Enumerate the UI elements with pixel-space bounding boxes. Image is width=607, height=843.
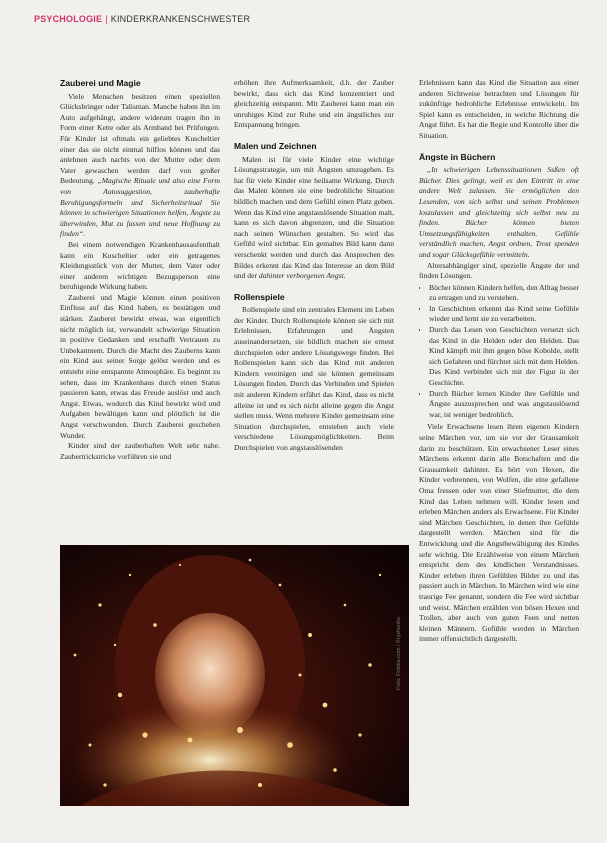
column-3 bbox=[419, 78, 579, 822]
paragraph: erhöhen ihre Aufmerksamkeit, d.h. der Zauber bewirkt, dass sich das Kind konzentriert und gleichzeitig entspannt. Mit Zauberei kann man ein unruhiges Kind zur Ruhe und ein ängstliches zur Entspannung bringen. bbox=[234, 78, 394, 130]
paragraph: Viele Menschen besitzen einen speziellen Glücksbringer oder Talisman. Manche haben ihn im Auto aufgehängt, andere widerum tragen ihn in Form einer Kette oder als Armband bei Prüfungen. Für Kinder ist oftmals ein geliebtes Kuscheltier einer das sie nicht einmal hilflos können und das anlehnen auch nachts von der Mutter oder dem Vater gewaschen werden darf von großer Bedeutung. „Magische Rituale und also eine Form von Autosuggestion, zauberhafte Beruhigungsformeln und Sicherheitsritual Sie können in schwierigen Situationen helfen, Ängste zu überwinden, Mut zu fassen und neue Hoffnung zu finden“. bbox=[60, 91, 220, 239]
photo-girl-reading-glowing-book bbox=[60, 545, 409, 806]
paragraph: Zauberei und Magie können einen positiven Einfluss auf das Kind haben, es bestätigen und stärken. Zauberei bewirkt etwas, was eigentlich nicht möglich ist, verwandelt schwierige Situation in positive Gedanken und erschafft Vertrauen zu Unbekanntem. Durch die Macht des Zauberns kann ein Kind aus seiner Sorge gelöst werden und es entsteht eine entspannte Atmosphäre. Es beginnt zu sehen, dass im Krankenhaus durch einen Status passieren kann, etwas das Freude auslöst und auch Angst. Etwas, wodurch das Kind bewirkt wird und Aufgaben bewältigen kann und plötzlich ist die Angst verschwunden. Durch Zauberei geschehen Wunder. bbox=[60, 292, 220, 440]
heading-rollenspiele: Rollenspiele bbox=[234, 291, 285, 302]
photo-credit: Foto: Fotolia.com / Kryshenko bbox=[396, 616, 402, 690]
paragraph: Kinder sind der zauberhaften Welt sehr nahe. Zaubertrickstricke vorführen sie und bbox=[60, 441, 220, 461]
bullet-list bbox=[419, 283, 579, 421]
heading-malen: Malen und Zeichnen bbox=[234, 140, 317, 151]
paragraph: Malen ist für viele Kinder eine wichtige Lösungsstrategie, um mit Ängsten umzugehen. Es hat für viele Kinder eine heilsame Wirkung. Durch das Malen können sie eine bedrohliche Situation bildlich machen und dem Gefühl einen Platz geben. Wenn das Kind eine angstauslösende Situation malt, kann es sich davon abgrenzen, und die Situation nach seinen Wünschen gestalten. So wird das Gefühl wird sichtbar. Ein gemaltes Bild kann dann verschenkt werden und durch das Ansprechen des Bildes erkennt das Kind das Interesse an dem Bild und der dahinter verborgenen Angst. bbox=[234, 154, 394, 281]
quote-paragraph: „In schwierigen Lebenssituationen Ssßen oft Bücher. Dies gelingt, weil es den Eintritt in eine andere Welt zulassen. Sie ermöglichen den Lesenden, von sich selbst und seinen Problemen loszulassen und gleichzeitig sich selbst neu zu finden. Bücher können bieten Umsetzungsfähigkeiten enthalten. Gefühle verständlich machen, Angst ordnen, Trost spenden und sogar Glücksgefühle vermitteln. bbox=[419, 165, 579, 259]
magazine-name: KINDERKRANKENSCHWESTER bbox=[110, 14, 251, 24]
header-separator: | bbox=[105, 14, 108, 24]
paragraph: Viele Erwachsene lesen ihren eigenen Kindern seine Märchen vor, um sie vor der Grausamkeit darin zu beschützen. Ein erwachsener Leser eines Märchens erkennt darin alle Botschaften und die Grausamkeit dahinter. Es hört von Hexen, die Kinder verbrennen, von Wolfen, die eine gefallene Oma fressen oder von einer Stiefmutter, die dem Kind das Leben nehmen will. Kinder lesen und erleben Märchen anders als Erwachsene. Für Kinder sind Märchen Geschichten, in denen ihre Gefühle dargestellt werden. Märchen sind für die Entwicklung und die Angstbewältigung des Kindes sehr wichtig. Die Erzählweise von einem Märchen entspricht dem des kindlichen Verstandnisses. Kinder erleben ihren Gefühlen Bilder zu und das passiert auch in Märchen. In Märchen wird wie eine traurige Fee genannt, sondern die Fee wird sichtbar und weist. Märchen erzählen von bösen Hexen und Trollen, aber auch von guten Feen und netten kleinen Männern. Gefühle werden in Märchen immer offensichtlich dargestellt. bbox=[419, 422, 579, 644]
paragraph: Bei einem notwendigen Krankenhausaufenthalt kann ein Kuscheltier oder ein getragenes Kleidungsstück von der Mutter, dem Vater oder einer anderen wichtigen Bezugsperson eine beruhigende Wirkung haben. bbox=[60, 239, 220, 292]
paragraph: Rollenspiele sind ein zentrales Element im Leben der Kinder. Durch Rollenspiele können sie sich mit Erlebnissen, Erfahrungen und Ängsten auseinandersetzen, sie bildlich machen sie erneut durchspielen oder andere Lösungswege finden. Bei Rollenspielen kann sich das Kind mit anderen Kindern vereinigen und sie können gemeinsam Lösungen finden. Durch das Verbinden und Spielen mit anderen Kindern erfährt das Kind, dass es nicht alleine ist und es sich nicht alleine gegen die Angst stellen muss. Wenn mehrere Kinder gemeinsam eine Situation durchspielen, entstehen auch viele verschiedene Lösungsmöglichkeiten. Beim Durchspielen von angstauslösenden bbox=[234, 305, 394, 452]
page-header bbox=[34, 14, 250, 24]
list-item: • In Geschichten erkennt das Kind seine Gefühle wieder und lernt sie zu verarbeiten. bbox=[429, 304, 579, 325]
photo-illustration bbox=[60, 545, 409, 806]
list-item: • Bücher können Kindern helfen, den Alltag besser zu ertragen und zu verstehen. bbox=[429, 283, 579, 304]
section-label: PSYCHOLOGIE bbox=[34, 14, 103, 24]
list-item: • Durch das Lesen von Geschichten versetzt sich das Kind in die Helden oder den Helden. Das Kind kämpft mit ihm gegen böse Kobolde, stellt sich Gefahren und fürchtet sich mit dem Helden. Das Kind verbindet sich mit der Figur in der Geschichte. bbox=[429, 325, 579, 389]
column-2 bbox=[234, 78, 394, 543]
heading-zauberei: Zauberei und Magie bbox=[60, 78, 141, 88]
paragraph: Erlebnissen kann das Kind die Situation aus einer anderen Sichtweise betrachten und Lösungen für zukünftige bedrohliche Erlebnisse entwickeln. Im Spiel kann es entscheiden, in welche Richtung die Angst führt. Es hat die Regie und Kontrolle über die Situation. bbox=[419, 78, 579, 140]
paragraph: Altersabhängiger sind, spezielle Ängste der und finden Lösungen. bbox=[419, 260, 579, 281]
list-item: • Durch Bücher lernen Kinder ihre Gefühle und Ängste auszusprechen und was angstauslösend war, ist weniger bedrohlich. bbox=[429, 389, 579, 421]
column-1 bbox=[60, 78, 220, 543]
heading-buecher: Ängste in Büchern bbox=[419, 151, 496, 162]
